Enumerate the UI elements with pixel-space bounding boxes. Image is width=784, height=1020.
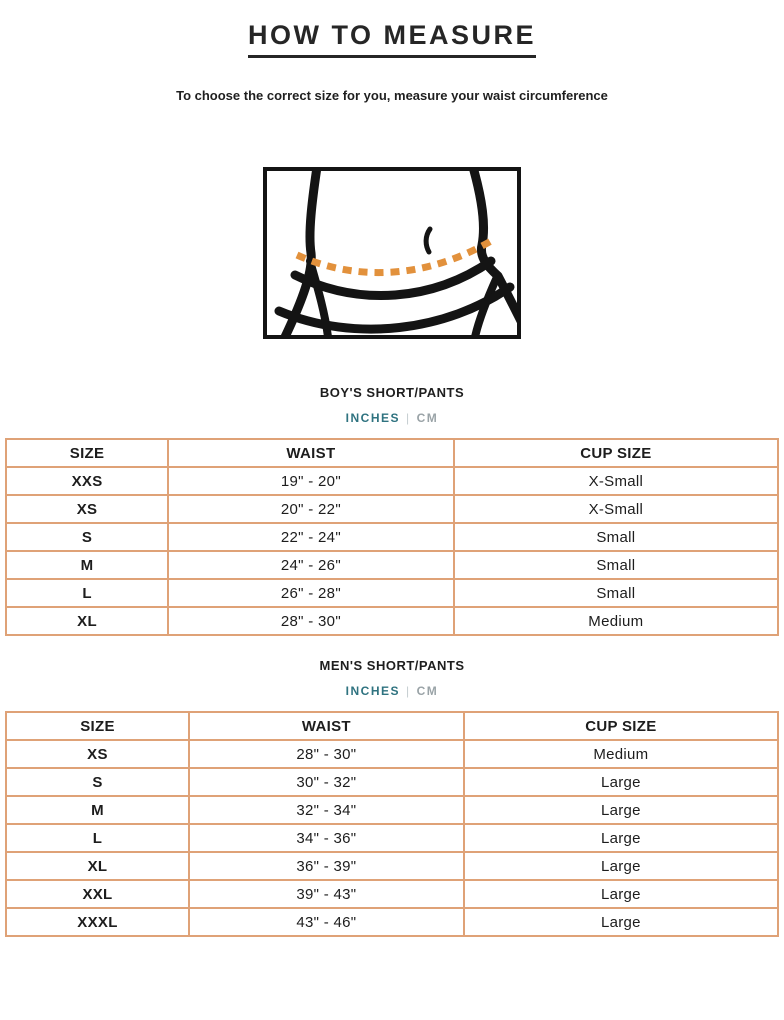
waist-diagram-icon [267, 171, 517, 335]
cell-waist: 34" - 36" [189, 824, 464, 852]
boys-unit-cm[interactable]: CM [416, 411, 439, 425]
table-header-row [6, 712, 778, 740]
col-header-waist: WAIST [189, 712, 464, 740]
mens-unit-cm[interactable]: CM [416, 684, 439, 698]
cell-size: XXS [6, 467, 168, 495]
unit-separator: | [406, 684, 411, 698]
table-row [6, 579, 778, 607]
cell-cup: X-Small [454, 495, 778, 523]
cell-waist: 30" - 32" [189, 768, 464, 796]
col-header-size: SIZE [6, 712, 189, 740]
table-row [6, 467, 778, 495]
cell-waist: 24" - 26" [168, 551, 454, 579]
col-header-cup: CUP SIZE [454, 439, 778, 467]
page-header [0, 20, 784, 58]
cell-size: S [6, 523, 168, 551]
cell-size: M [6, 796, 189, 824]
table-row [6, 852, 778, 880]
table-row [6, 824, 778, 852]
mens-unit-inches[interactable]: INCHES [345, 684, 401, 698]
cell-size: M [6, 551, 168, 579]
col-header-waist: WAIST [168, 439, 454, 467]
cell-cup: X-Small [454, 467, 778, 495]
cell-cup: Small [454, 551, 778, 579]
cell-waist: 32" - 34" [189, 796, 464, 824]
cell-size: XS [6, 495, 168, 523]
table-row [6, 495, 778, 523]
cell-size: XXL [6, 880, 189, 908]
table-row [6, 796, 778, 824]
mens-unit-toggle [0, 684, 784, 698]
cell-cup: Large [464, 908, 778, 936]
cell-waist: 28" - 30" [189, 740, 464, 768]
cell-size: XXXL [6, 908, 189, 936]
cell-waist: 19" - 20" [168, 467, 454, 495]
waist-measurement-illustration [263, 167, 521, 339]
table-header-row [6, 439, 778, 467]
table-row [6, 523, 778, 551]
cell-size: S [6, 768, 189, 796]
cell-waist: 43" - 46" [189, 908, 464, 936]
table-row [6, 880, 778, 908]
cell-cup: Small [454, 523, 778, 551]
cell-waist: 22" - 24" [168, 523, 454, 551]
cell-cup: Large [464, 880, 778, 908]
cell-size: XL [6, 607, 168, 635]
col-header-cup: CUP SIZE [464, 712, 778, 740]
cell-waist: 28" - 30" [168, 607, 454, 635]
boys-section-heading: BOY'S SHORT/PANTS [319, 385, 465, 400]
mens-section-heading: MEN'S SHORT/PANTS [319, 658, 465, 673]
cell-cup: Large [464, 824, 778, 852]
table-row [6, 908, 778, 936]
cell-size: XL [6, 852, 189, 880]
table-row [6, 740, 778, 768]
cell-waist: 20" - 22" [168, 495, 454, 523]
cell-waist: 36" - 39" [189, 852, 464, 880]
boys-unit-inches[interactable]: INCHES [345, 411, 401, 425]
unit-separator: | [406, 411, 411, 425]
page-title: HOW TO MEASURE [248, 20, 536, 58]
cell-cup: Large [464, 768, 778, 796]
cell-cup: Medium [454, 607, 778, 635]
col-header-size: SIZE [6, 439, 168, 467]
cell-waist: 39" - 43" [189, 880, 464, 908]
table-row [6, 768, 778, 796]
cell-size: L [6, 824, 189, 852]
cell-size: L [6, 579, 168, 607]
table-row [6, 607, 778, 635]
mens-size-table [5, 711, 779, 937]
boys-size-table [5, 438, 779, 636]
boys-unit-toggle [0, 411, 784, 425]
cell-size: XS [6, 740, 189, 768]
cell-cup: Medium [464, 740, 778, 768]
cell-cup: Large [464, 852, 778, 880]
cell-cup: Large [464, 796, 778, 824]
page-subtitle: To choose the correct size for you, measure your waist circumference [176, 88, 608, 103]
table-row [6, 551, 778, 579]
cell-waist: 26" - 28" [168, 579, 454, 607]
cell-cup: Small [454, 579, 778, 607]
